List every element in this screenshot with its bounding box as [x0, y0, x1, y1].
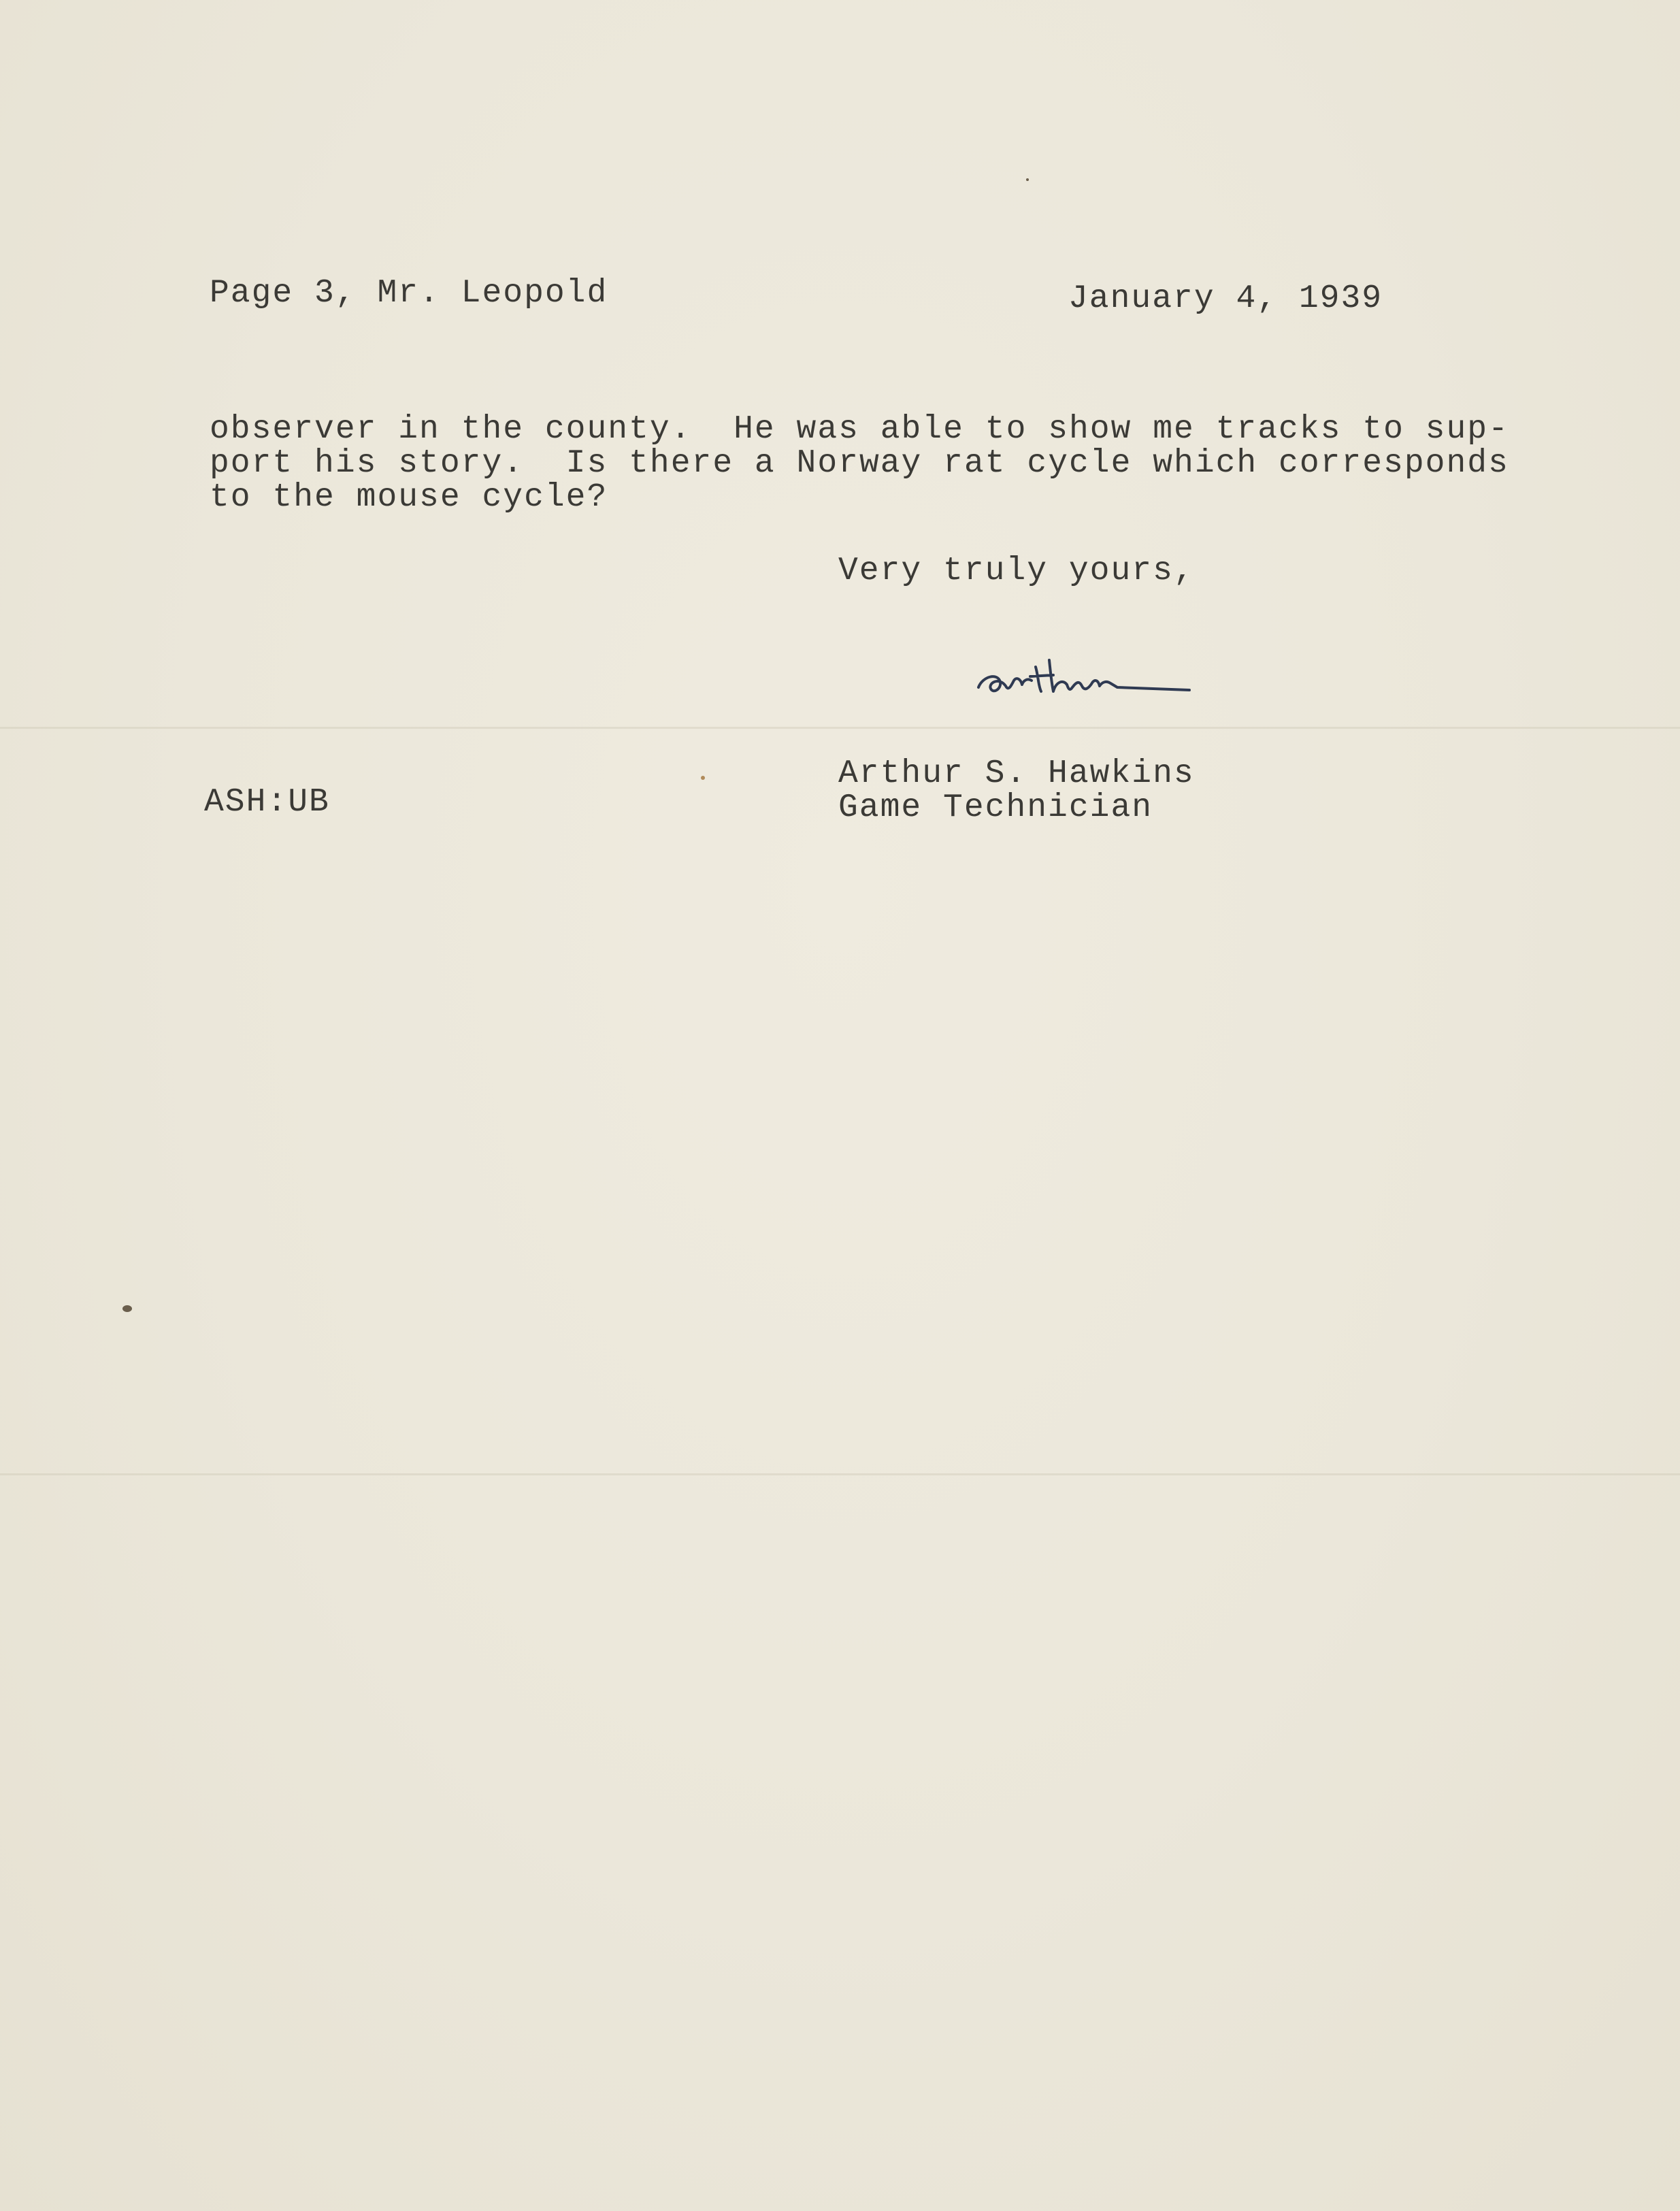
paper-speck [122, 1305, 132, 1312]
reference-initials: ASH:UB [204, 784, 330, 821]
paper-speck [701, 776, 705, 780]
signer-title: Game Technician [838, 789, 1153, 826]
paper-fold-line [0, 1473, 1680, 1475]
paper-fold-line [0, 727, 1680, 729]
paper-speck [1026, 178, 1029, 181]
signer-name: Arthur S. Hawkins [838, 755, 1195, 792]
page-reference: Page 3, Mr. Leopold [210, 275, 608, 312]
closing-salutation: Very truly yours, [838, 553, 1195, 589]
body-line: port his story. Is there a Norway rat cycle which corresponds [210, 445, 1509, 482]
body-line: to the mouse cycle? [210, 479, 608, 516]
handwritten-signature [973, 646, 1191, 708]
letter-body [210, 411, 1509, 516]
body-line: observer in the county. He was able to show me tracks to sup- [210, 411, 1509, 448]
letter-date: January 4, 1939 [1068, 280, 1383, 317]
